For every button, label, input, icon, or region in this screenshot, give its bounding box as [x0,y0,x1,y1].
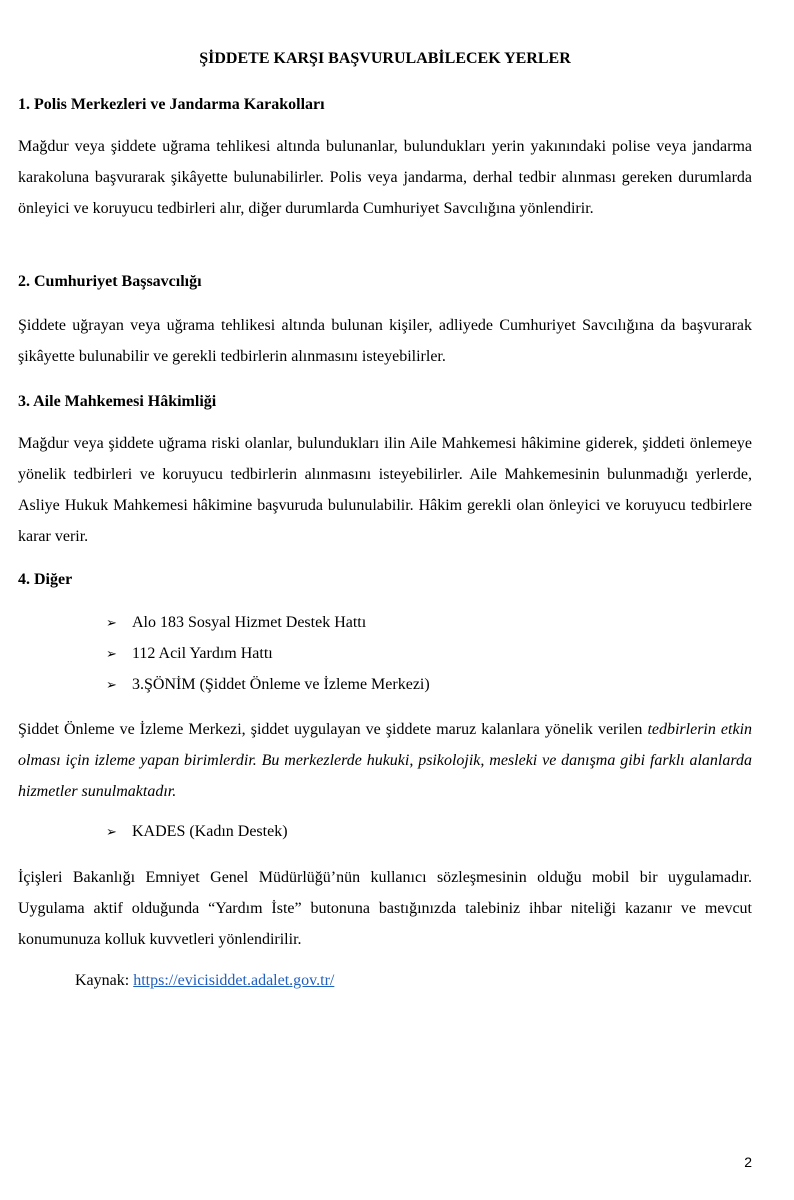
sonim-description [18,714,752,807]
kades-description: İçişleri Bakanlığı Emniyet Genel Müdürlüğü’nün kullanıcı sözleşmesinin olduğu mobil bir uygulamadır. Uygulama aktif olduğunda “Yardım İste” butonuna bastığınızda talebiniz ihbar niteliği kazanır ve mevcut konumunuza kolluk kuvvetleri yönlendirilir. [18,869,752,948]
sonim-text-italic: tedbirlerin etkin olması için izleme yapan birimlerdir. Bu merkezlerde hukuki, psikolojik, mesleki ve danışma gibi farklı alanlarda hizmetler sunulmaktadır. [18,721,753,800]
bullet-label: 3.ŞÖNİM (Şiddet Önleme ve İzleme Merkezi) [132,676,430,693]
sonim-text-plain: Şiddet Önleme ve İzleme Merkezi, şiddet uygulayan ve şiddete maruz kalanlara yönelik verilen [18,721,643,738]
section-4-heading: 4. Diğer [18,571,73,588]
bullet-label: 112 Acil Yardım Hattı [132,645,273,662]
bullet-label: KADES (Kadın Destek) [132,823,288,840]
source-link[interactable]: https://evicisiddet.adalet.gov.tr/ [133,972,335,989]
section-2-heading: 2. Cumhuriyet Başsavcılığı [18,273,202,290]
bullet-label: Alo 183 Sosyal Hizmet Destek Hattı [132,614,367,631]
page-title: ŞİDDETE KARŞI BAŞVURULABİLECEK YERLER [199,50,571,67]
arrow-bullet-icon: ➢ [106,677,117,693]
source-label: Kaynak: [75,972,130,989]
section-3-heading: 3. Aile Mahkemesi Hâkimliği [18,393,217,410]
section-1-heading: 1. Polis Merkezleri ve Jandarma Karakolları [18,96,325,113]
bullet-item-kades [106,823,288,841]
bullet-item-112 [106,645,273,663]
section-3-text: Mağdur veya şiddete uğrama riski olanlar, bulundukları ilin Aile Mahkemesi hâkimine giderek, şiddeti önlemeye yönelik tedbirleri ve koruyucu tedbirlerin alınmasını isteyebilirler. Aile Mahkemesinin bulunmadığı yerlerde, Asliye Hukuk Mahkemesi hâkimine başvuruda bulunulabilir. Hâkim gerekli olan önleyici ve koruyucu tedbirlere karar verir. [18,435,752,545]
document-page [18,0,752,1200]
section-1-text: Mağdur veya şiddete uğrama tehlikesi altında bulunanlar, bulundukları yerin yakınındaki polise veya jandarma karakoluna başvurarak şikâyette bulunabilirler. Polis veya jandarma, derhal tedbir alınması gereken durumlarda önleyici ve koruyucu tedbirleri alır, diğer durumlarda Cumhuriyet Savcılığına yönlendirir. [18,138,752,217]
arrow-bullet-icon: ➢ [106,824,117,840]
arrow-bullet-icon: ➢ [106,646,117,662]
bullet-item-alo183 [106,614,366,632]
arrow-bullet-icon: ➢ [106,615,117,631]
bullet-item-sonim [106,676,430,694]
page-number: 2 [744,1154,752,1170]
source-line [75,972,334,990]
section-2-text: Şiddete uğrayan veya uğrama tehlikesi altında bulunan kişiler, adliyede Cumhuriyet Savcılığına da başvurarak şikâyette bulunabilir ve gerekli tedbirlerin alınmasını isteyebilirler. [18,317,752,365]
